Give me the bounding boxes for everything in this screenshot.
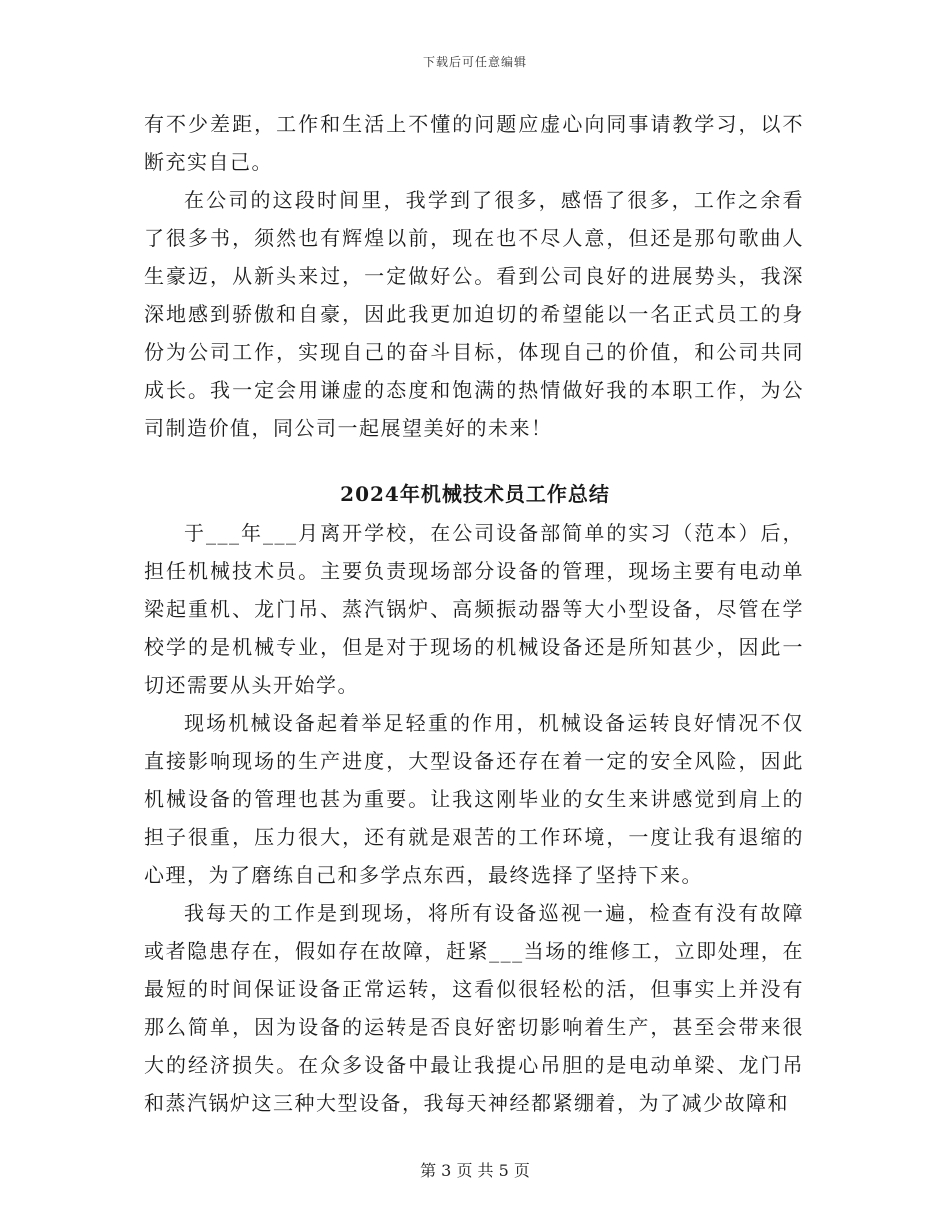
page-number-footer: 第 3 页 共 5 页 <box>420 1161 530 1180</box>
paragraph: 我每天的工作是到现场，将所有设备巡视一遍，检查有没有故障或者隐患存在，假如存在故障，赶紧___当场的维修工，立即处理，在最短的时间保证设备正常运转，这看似很轻松的活，但事实上并没有那么简单，因为设备的运转是否良好密切影响着生产，甚至会带来很大的经济损失。在众多设备中最让我提心吊胆的是电动单梁、龙门吊和蒸汽锅炉这三种大型设备，我每天神经都紧绷着，为了减少故障和 <box>144 901 804 1115</box>
previous-section-body <box>144 105 804 447</box>
paragraph: 有不少差距，工作和生活上不懂的问题应虚心向同事请教学习，以不断充实自己。 <box>144 112 804 174</box>
paragraph: 于___年___月离开学校，在公司设备部简单的实习（范本）后，担任机械技术员。主要负责现场部分设备的管理，现场主要有电动单梁起重机、龙门吊、蒸汽锅炉、高频振动器等大小型设备，尽管在学校学的是机械专业，但是对于现场的机械设备还是所知甚少，因此一切还需要从头开始学。 <box>144 521 804 697</box>
section-title: 2024年机械技术员工作总结 <box>340 482 610 506</box>
paragraph: 现场机械设备起着举足轻重的作用，机械设备运转良好情况不仅直接影响现场的生产进度，大型设备还存在着一定的安全风险，因此机械设备的管理也甚为重要。让我这刚毕业的女生来讲感觉到肩上的担子很重，压力很大，还有就是艰苦的工作环境，一度让我有退缩的心理，为了磨练自己和多学点东西，最终选择了坚持下来。 <box>144 711 804 887</box>
section-body <box>144 514 804 1122</box>
page-header-note: 下载后可任意编辑 <box>422 55 527 69</box>
paragraph: 在公司的这段时间里，我学到了很多，感悟了很多，工作之余看了很多书，须然也有辉煌以前，现在也不尽人意，但还是那句歌曲人生豪迈，从新头来过，一定做好公。看到公司良好的进展势头，我深深地感到骄傲和自豪，因此我更加迫切的希望能以一名正式员工的身份为公司工作，实现自己的奋斗目标，体现自己的价值，和公司共同成长。我一定会用谦虚的态度和饱满的热情做好我的本职工作，为公司制造价值，同公司一起展望美好的未来！ <box>144 188 804 440</box>
